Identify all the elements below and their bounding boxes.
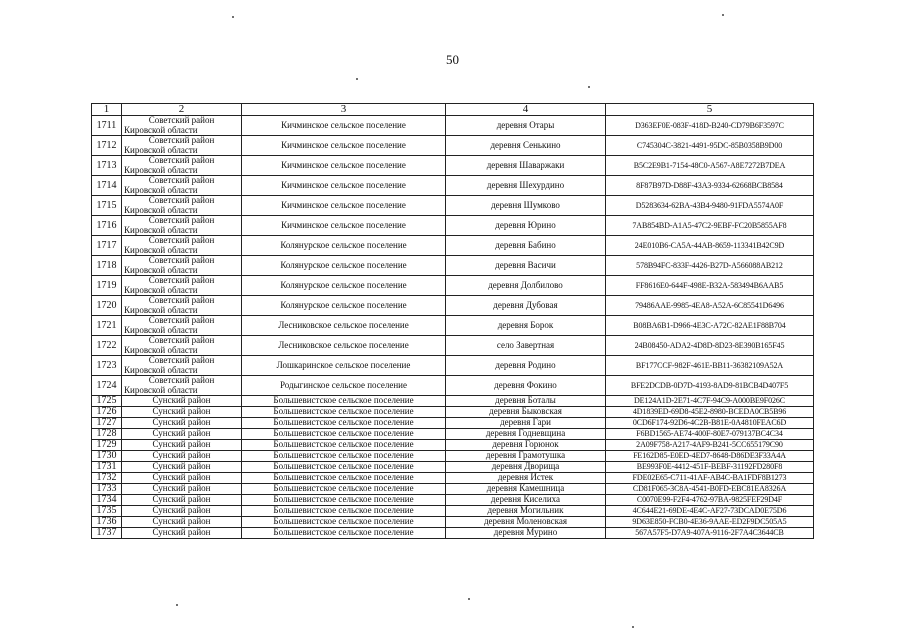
district-line: Советский район xyxy=(148,215,215,225)
row-index: 1734 xyxy=(92,495,122,506)
registry-table xyxy=(91,103,814,539)
district-line: Советский район xyxy=(148,335,215,345)
settlement-cell: Большевистское сельское поселение xyxy=(242,418,446,429)
settlement-cell: Колянурское сельское поселение xyxy=(242,296,446,316)
guid-cell: FDE02E65-C711-41AF-AB4C-BA1FDF8B1273 xyxy=(606,473,814,484)
column-header-locality: 4 xyxy=(446,104,606,116)
district-line: Сунский район xyxy=(152,439,211,450)
settlement-cell: Кичминское сельское поселение xyxy=(242,196,446,216)
guid-cell: 8F87B97D-D88F-43A3-9334-62668BCB8584 xyxy=(606,176,814,196)
district-line: Советский район xyxy=(148,275,215,285)
settlement-cell: Лесниковское сельское поселение xyxy=(242,316,446,336)
district-line: Советский район xyxy=(148,375,215,385)
district-line: Сунский район xyxy=(152,494,211,505)
district-cell xyxy=(122,216,242,236)
settlement-cell: Колянурское сельское поселение xyxy=(242,236,446,256)
locality-cell: деревня Камешница xyxy=(446,484,606,495)
locality-cell: деревня Киселиха xyxy=(446,495,606,506)
district-line: Сунский район xyxy=(152,472,211,483)
district-line: Кировской области xyxy=(124,244,198,255)
table-row xyxy=(92,376,814,396)
column-header-index: 1 xyxy=(92,104,122,116)
row-index: 1721 xyxy=(92,316,122,336)
row-index: 1713 xyxy=(92,156,122,176)
district-cell xyxy=(122,517,242,528)
district-line: Кировской области xyxy=(124,364,198,375)
settlement-cell: Кичминское сельское поселение xyxy=(242,136,446,156)
guid-cell: D363EF0E-083F-418D-B240-CD79B6F3597C xyxy=(606,116,814,136)
guid-cell: 4C644E21-69DE-4E4C-AF27-73DCAD0E75D6 xyxy=(606,506,814,517)
settlement-cell: Большевистское сельское поселение xyxy=(242,484,446,495)
table-row xyxy=(92,276,814,296)
locality-cell: деревня Долбилово xyxy=(446,276,606,296)
table-row xyxy=(92,407,814,418)
table-body xyxy=(92,116,814,539)
district-line: Кировской области xyxy=(124,204,198,215)
row-index: 1720 xyxy=(92,296,122,316)
guid-cell: DE124A1D-2E71-4C7F-94C9-A000BE9F026C xyxy=(606,396,814,407)
district-line: Сунский район xyxy=(152,395,211,406)
locality-cell: деревня Шумково xyxy=(446,196,606,216)
district-line: Кировской области xyxy=(124,184,198,195)
guid-cell: 24B08450-ADA2-4D8D-8D23-8E390B165F45 xyxy=(606,336,814,356)
district-line: Советский район xyxy=(148,295,215,305)
settlement-cell: Лошкаринское сельское поселение xyxy=(242,356,446,376)
settlement-cell: Большевистское сельское поселение xyxy=(242,451,446,462)
table-row xyxy=(92,176,814,196)
district-line: Сунский район xyxy=(152,428,211,439)
locality-cell: деревня Бабино xyxy=(446,236,606,256)
row-index: 1730 xyxy=(92,451,122,462)
locality-cell: деревня Гари xyxy=(446,418,606,429)
guid-cell: 7AB854BD-A1A5-47C2-9EBF-FC20B5855AF8 xyxy=(606,216,814,236)
guid-cell: BF177CCF-982F-461E-BB11-36382109A52A xyxy=(606,356,814,376)
row-index: 1714 xyxy=(92,176,122,196)
district-cell xyxy=(122,396,242,407)
guid-cell: B5C2E9B1-7154-48C0-A567-A8E7272B7DEA xyxy=(606,156,814,176)
district-cell xyxy=(122,407,242,418)
district-cell xyxy=(122,336,242,356)
guid-cell: CD81F065-3C8A-4541-B0FD-EBC81EA8326A xyxy=(606,484,814,495)
row-index: 1725 xyxy=(92,396,122,407)
locality-cell: деревня Юрино xyxy=(446,216,606,236)
guid-cell: 567A57F5-D7A9-407A-9116-2F7A4C3644CB xyxy=(606,528,814,539)
row-index: 1719 xyxy=(92,276,122,296)
page-number: 50 xyxy=(446,52,459,67)
settlement-cell: Колянурское сельское поселение xyxy=(242,256,446,276)
table-row xyxy=(92,462,814,473)
district-cell xyxy=(122,316,242,336)
scan-speck xyxy=(632,626,634,628)
guid-cell: 4D1839ED-69D8-45E2-8980-BCEDA0CB5B96 xyxy=(606,407,814,418)
district-cell xyxy=(122,429,242,440)
district-line: Кировской области xyxy=(124,144,198,155)
guid-cell: D5283634-62BA-43B4-9480-91FDA5574A0F xyxy=(606,196,814,216)
row-index: 1716 xyxy=(92,216,122,236)
table-row xyxy=(92,156,814,176)
locality-cell: деревня Дубовая xyxy=(446,296,606,316)
locality-cell: деревня Горюнок xyxy=(446,440,606,451)
table-header-row xyxy=(92,104,814,116)
district-line: Советский район xyxy=(148,195,215,205)
district-cell xyxy=(122,376,242,396)
district-line: Сунский район xyxy=(152,406,211,417)
district-line: Советский район xyxy=(148,355,215,365)
settlement-cell: Большевистское сельское поселение xyxy=(242,495,446,506)
row-index: 1729 xyxy=(92,440,122,451)
district-line: Кировской области xyxy=(124,324,198,335)
row-index: 1711 xyxy=(92,116,122,136)
district-cell xyxy=(122,296,242,316)
table-row xyxy=(92,236,814,256)
district-cell xyxy=(122,196,242,216)
guid-cell: 0CD6F174-92D6-4C2B-B81E-0A4810FEAC6D xyxy=(606,418,814,429)
row-index: 1737 xyxy=(92,528,122,539)
district-line: Сунский район xyxy=(152,417,211,428)
table-row xyxy=(92,336,814,356)
district-line: Советский район xyxy=(148,235,215,245)
table-row xyxy=(92,484,814,495)
guid-cell: 24E010B6-CA5A-44AB-8659-113341B42C9D xyxy=(606,236,814,256)
district-line: Сунский район xyxy=(152,450,211,461)
locality-cell: деревня Боталы xyxy=(446,396,606,407)
guid-cell: 9D63E850-FCB0-4E36-9AAE-ED2F9DC505A5 xyxy=(606,517,814,528)
guid-cell: 2A09F758-A217-4AF9-B241-5CC655179C90 xyxy=(606,440,814,451)
settlement-cell: Кичминское сельское поселение xyxy=(242,216,446,236)
district-cell xyxy=(122,356,242,376)
scan-speck xyxy=(722,14,724,16)
district-line: Сунский район xyxy=(152,461,211,472)
column-header-settlement: 3 xyxy=(242,104,446,116)
district-line: Сунский район xyxy=(152,516,211,527)
row-index: 1727 xyxy=(92,418,122,429)
locality-cell: деревня Васичи xyxy=(446,256,606,276)
table-row xyxy=(92,256,814,276)
locality-cell: деревня Шехурдино xyxy=(446,176,606,196)
row-index: 1733 xyxy=(92,484,122,495)
table-row xyxy=(92,396,814,407)
scan-speck xyxy=(232,16,234,18)
settlement-cell: Большевистское сельское поселение xyxy=(242,440,446,451)
scan-speck xyxy=(468,598,470,600)
settlement-cell: Большевистское сельское поселение xyxy=(242,528,446,539)
locality-cell: деревня Шаваржаки xyxy=(446,156,606,176)
row-index: 1712 xyxy=(92,136,122,156)
settlement-cell: Большевистское сельское поселение xyxy=(242,473,446,484)
scan-speck xyxy=(176,604,178,606)
district-cell xyxy=(122,506,242,517)
settlement-cell: Колянурское сельское поселение xyxy=(242,276,446,296)
scan-speck xyxy=(356,78,358,80)
table-row xyxy=(92,495,814,506)
guid-cell: BFE2DCDB-0D7D-4193-8AD9-81BCB4D407F5 xyxy=(606,376,814,396)
locality-cell: деревня Фокино xyxy=(446,376,606,396)
district-line: Советский район xyxy=(148,135,215,145)
row-index: 1715 xyxy=(92,196,122,216)
locality-cell: деревня Борок xyxy=(446,316,606,336)
column-header-district: 2 xyxy=(122,104,242,116)
district-cell xyxy=(122,236,242,256)
table-row xyxy=(92,316,814,336)
locality-cell: деревня Годневщина xyxy=(446,429,606,440)
district-cell xyxy=(122,176,242,196)
row-index: 1731 xyxy=(92,462,122,473)
row-index: 1726 xyxy=(92,407,122,418)
row-index: 1723 xyxy=(92,356,122,376)
district-cell xyxy=(122,495,242,506)
row-index: 1722 xyxy=(92,336,122,356)
guid-cell: C745304C-3821-4491-95DC-85B0358B9D00 xyxy=(606,136,814,156)
table-row xyxy=(92,296,814,316)
locality-cell: село Завертная xyxy=(446,336,606,356)
district-line: Сунский район xyxy=(152,505,211,516)
settlement-cell: Лесниковское сельское поселение xyxy=(242,336,446,356)
settlement-cell: Кичминское сельское поселение xyxy=(242,116,446,136)
guid-cell: B08BA6B1-D966-4E3C-A72C-82AE1F88B704 xyxy=(606,316,814,336)
row-index: 1735 xyxy=(92,506,122,517)
column-header-guid: 5 xyxy=(606,104,814,116)
district-cell xyxy=(122,462,242,473)
district-line: Кировской области xyxy=(124,164,198,175)
table-row xyxy=(92,356,814,376)
guid-cell: 79486AAE-9985-4EA8-A52A-6C85541D6496 xyxy=(606,296,814,316)
guid-cell: BE993F0E-4412-451F-BEBF-31192FD280F8 xyxy=(606,462,814,473)
guid-cell: FE162D85-E0ED-4ED7-8648-D86DE3F33A4A xyxy=(606,451,814,462)
row-index: 1728 xyxy=(92,429,122,440)
table-row xyxy=(92,429,814,440)
district-line: Кировской области xyxy=(124,264,198,275)
district-cell xyxy=(122,451,242,462)
district-line: Советский район xyxy=(148,315,215,325)
row-index: 1717 xyxy=(92,236,122,256)
table-row xyxy=(92,216,814,236)
district-cell xyxy=(122,418,242,429)
table-row xyxy=(92,473,814,484)
guid-cell: F6BD1565-AE74-400F-80E7-079137BC4C34 xyxy=(606,429,814,440)
settlement-cell: Большевистское сельское поселение xyxy=(242,506,446,517)
district-cell xyxy=(122,276,242,296)
locality-cell: деревня Родино xyxy=(446,356,606,376)
district-line: Советский район xyxy=(148,155,215,165)
locality-cell: деревня Дворища xyxy=(446,462,606,473)
district-line: Советский район xyxy=(148,115,215,125)
guid-cell: FF8616E0-644F-498E-B32A-583494B6AAB5 xyxy=(606,276,814,296)
settlement-cell: Большевистское сельское поселение xyxy=(242,429,446,440)
district-cell xyxy=(122,256,242,276)
district-line: Сунский район xyxy=(152,527,211,538)
guid-cell: 578B94FC-833F-4426-B27D-A566088AB212 xyxy=(606,256,814,276)
settlement-cell: Кичминское сельское поселение xyxy=(242,156,446,176)
district-line: Кировской области xyxy=(124,304,198,315)
district-line: Кировской области xyxy=(124,344,198,355)
settlement-cell: Большевистское сельское поселение xyxy=(242,396,446,407)
settlement-cell: Большевистское сельское поселение xyxy=(242,462,446,473)
locality-cell: деревня Грамотушка xyxy=(446,451,606,462)
locality-cell: деревня Сенькино xyxy=(446,136,606,156)
district-cell xyxy=(122,528,242,539)
district-cell xyxy=(122,136,242,156)
settlement-cell: Большевистское сельское поселение xyxy=(242,407,446,418)
table-row xyxy=(92,506,814,517)
guid-cell: C0070E99-F2F4-4762-97BA-9825FEF29D4F xyxy=(606,495,814,506)
district-cell xyxy=(122,440,242,451)
locality-cell: деревня Мурино xyxy=(446,528,606,539)
table-row xyxy=(92,136,814,156)
locality-cell: деревня Отары xyxy=(446,116,606,136)
locality-cell: деревня Могильник xyxy=(446,506,606,517)
locality-cell: деревня Моленовская xyxy=(446,517,606,528)
row-index: 1718 xyxy=(92,256,122,276)
district-line: Советский район xyxy=(148,175,215,185)
district-line: Кировской области xyxy=(124,224,198,235)
settlement-cell: Кичминское сельское поселение xyxy=(242,176,446,196)
district-cell xyxy=(122,116,242,136)
district-cell xyxy=(122,484,242,495)
district-line: Советский район xyxy=(148,255,215,265)
row-index: 1724 xyxy=(92,376,122,396)
locality-cell: деревня Истек xyxy=(446,473,606,484)
table-row xyxy=(92,440,814,451)
district-line: Сунский район xyxy=(152,483,211,494)
table-row xyxy=(92,418,814,429)
table-row xyxy=(92,451,814,462)
settlement-cell: Большевистское сельское поселение xyxy=(242,517,446,528)
row-index: 1736 xyxy=(92,517,122,528)
table-row xyxy=(92,196,814,216)
settlement-cell: Родыгинское сельское поселение xyxy=(242,376,446,396)
locality-cell: деревня Быковская xyxy=(446,407,606,418)
district-cell xyxy=(122,473,242,484)
district-line: Кировской области xyxy=(124,384,198,395)
district-cell xyxy=(122,156,242,176)
table-row xyxy=(92,517,814,528)
district-line: Кировской области xyxy=(124,124,198,135)
table-row xyxy=(92,528,814,539)
row-index: 1732 xyxy=(92,473,122,484)
scan-speck xyxy=(588,86,590,88)
table-row xyxy=(92,116,814,136)
district-line: Кировской области xyxy=(124,284,198,295)
